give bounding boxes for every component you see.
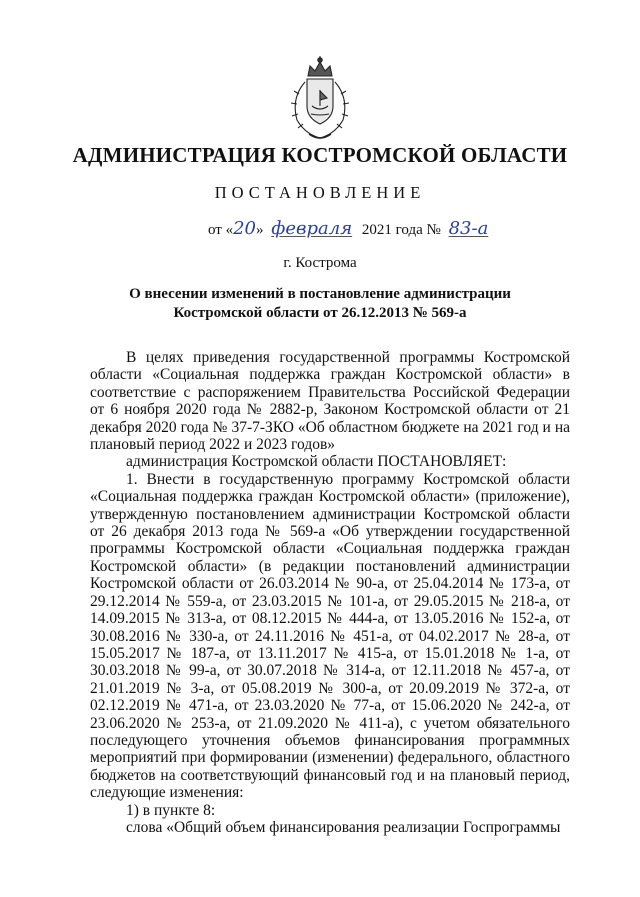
kostroma-coat-of-arms-icon	[291, 56, 349, 138]
doc-type: ПОСТАНОВЛЕНИЕ	[214, 183, 426, 202]
date-year: 2021 года №	[361, 222, 441, 238]
paragraph-resolves: администрация Костромской области ПОСТАНОВЛЯЕТ:	[126, 453, 507, 471]
handwritten-doc-number: 83-а	[448, 218, 489, 239]
paragraph-subitem-1: 1) в пункте 8:	[126, 801, 216, 819]
paragraph-preamble: В целях приведения государственной программы Костромской области «Социальная поддержка граждан Костромской области» в соответствие с распоряжением Правительства Российской Федерации от 6 ноября 2020 года № 2882-р, Законом Костромской области от 21 декабря 2020 года № 37-7-ЗКО «Об областном бюджете на 2021 год и на плановый период 2022 и 2023 годов»	[90, 349, 570, 454]
paragraph-words: слова «Общий объем финансирования реализации Госпрограммы	[126, 818, 561, 836]
coat-of-arms-emblem	[283, 54, 357, 146]
document-body	[90, 349, 570, 836]
date-line	[208, 218, 488, 239]
handwritten-month: февраля	[271, 218, 353, 239]
date-prefix: от «	[208, 222, 234, 238]
title-line-2: Костромской области от 26.12.2013 № 569-а	[173, 305, 467, 321]
paragraph-item-1: 1. Внести в государственную программу Костромской области «Социальная поддержка граждан Костромской области» (приложение), утвержденную постановлением администрации Костромской области от 26 декабря 2013 года № 569-а «Об утверждении государственной программы Костромской области «Социальная поддержка граждан Костромской области» (в редакции постановлений администрации Костромской области от 26.03.2014 № 90-а, от 25.04.2014 № 173-а, от 29.12.2014 № 559-а, от 23.03.2015 № 101-а, от 29.05.2015 № 218-а, от 14.09.2015 № 313-а, от 08.12.2015 № 444-а, от 13.05.2016 № 152-а, от 30.08.2016 № 330-а, от 24.11.2016 № 451-а, от 04.02.2017 № 28-а, от 15.05.2017 № 187-а, от 13.11.2017 № 415-а, от 15.01.2018 № 1-а, от 30.03.2018 № 99-а, от 30.07.2018 № 314-а, от 12.11.2018 № 457-а, от 21.01.2019 № 3-а, от 05.08.2019 № 300-а, от 20.09.2019 № 372-а, от 02.12.2019 № 471-а, от 23.03.2020 № 77-а, от 15.06.2020 № 242-а, от 23.06.2020 № 253-а, от 21.09.2020 № 411-а), с учетом обязательного последующего уточнения объемов финансирования программных мероприятий при формировании (изменении) федерального, областного бюджетов на соответствующий финансовый год и на плановый период, следующие изменения:	[90, 470, 570, 802]
title-line-1: О внесении изменений в постановление администрации	[129, 286, 511, 302]
document-title	[0, 285, 640, 323]
handwritten-day: 20	[233, 218, 257, 239]
date-close: »	[256, 222, 264, 238]
city: г. Кострома	[283, 255, 357, 271]
org-name: АДМИНИСТРАЦИЯ КОСТРОМСКОЙ ОБЛАСТИ	[72, 143, 568, 167]
